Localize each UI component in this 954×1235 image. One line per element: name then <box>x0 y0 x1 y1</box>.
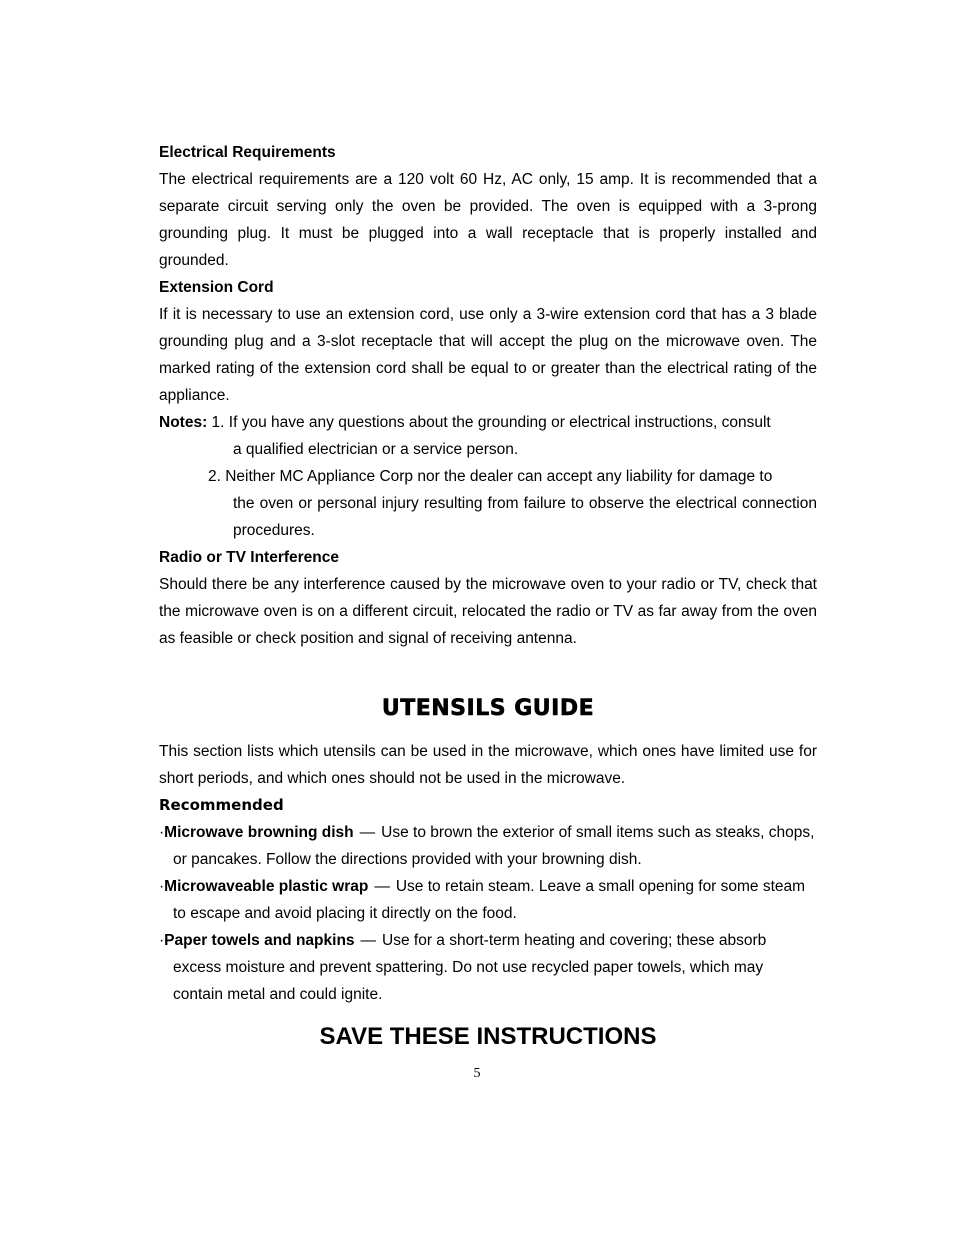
radio-tv-interference-heading: Radio or TV Interference <box>159 549 340 566</box>
extension-cord-heading: Extension Cord <box>159 279 274 296</box>
radio-tv-interference-text: Should there be any interference caused by the microwave oven to your radio or TV, check that the microwave oven is on a different circuit, relocated the radio or TV as far away from the oven as feasible or check position and signal of receiving antenna. <box>159 576 817 647</box>
note-2-first-line: 2. Neither MC Appliance Corp nor the dealer can accept any liability for damage to <box>208 468 773 485</box>
notes-label: Notes: <box>159 414 208 431</box>
extension-cord-text: If it is necessary to use an extension cord, use only a 3-wire extension cord that has a 3 blade grounding plug and a 3-slot receptacle that will accept the plug on the microwave oven. The marked rating of the extension cord shall be equal to or greater than the electrical rating of the appliance. <box>159 306 817 404</box>
bullet-mark: · <box>159 932 165 949</box>
utensils-guide-title: UTENSILS GUIDE <box>381 696 595 721</box>
electrical-requirements-text: The electrical requirements are a 120 volt 60 Hz, AC only, 15 amp. It is recommended that a separate circuit serving only the oven be provided. The oven is equipped with a 3-prong grounding plug. It must be plugged into a wall receptacle that is properly installed and grounded. <box>159 171 817 269</box>
list-item <box>159 819 817 873</box>
note-1-continuation: a qualified electrician or a service person. <box>233 441 519 458</box>
electrical-requirements-heading: Electrical Requirements <box>159 144 336 161</box>
utensil-description: Use for a short-term heating and covering; these absorb excess moisture and prevent spattering. Do not use recycled paper towels, which may contain metal and could ignite. <box>173 932 767 1003</box>
utensil-name: Microwaveable plastic wrap <box>164 878 369 895</box>
bullet-mark: · <box>159 824 165 841</box>
page-number: 5 <box>473 1066 481 1081</box>
recommended-heading: Recommended <box>159 796 284 814</box>
list-item <box>159 873 817 927</box>
utensil-description: Use to brown the exterior of small items such as steaks, chops, or pancakes. Follow the directions provided with your browning dish. <box>173 824 815 868</box>
list-item <box>159 927 817 1008</box>
utensil-name: Paper towels and napkins <box>164 932 355 949</box>
utensil-description: Use to retain steam. Leave a small opening for some steam to escape and avoid placing it directly on the food. <box>173 878 806 922</box>
utensil-name: Microwave browning dish <box>164 824 354 841</box>
note-1-first-line <box>159 409 817 436</box>
dash-separator: — <box>359 824 376 841</box>
document-page <box>159 139 817 1052</box>
dash-separator: — <box>374 878 390 895</box>
dash-separator: — <box>360 932 377 949</box>
note-1-text: 1. If you have any questions about the grounding or electrical instructions, consult <box>211 414 771 431</box>
bullet-mark: · <box>159 878 165 895</box>
note-2-continuation: the oven or personal injury resulting from failure to observe the electrical connection procedures. <box>233 495 817 539</box>
utensils-guide-intro: This section lists which utensils can be used in the microwave, which ones have limited use for short periods, and which ones should not be used in the microwave. <box>159 743 817 787</box>
save-instructions-banner: SAVE THESE INSTRUCTIONS <box>319 1023 657 1050</box>
